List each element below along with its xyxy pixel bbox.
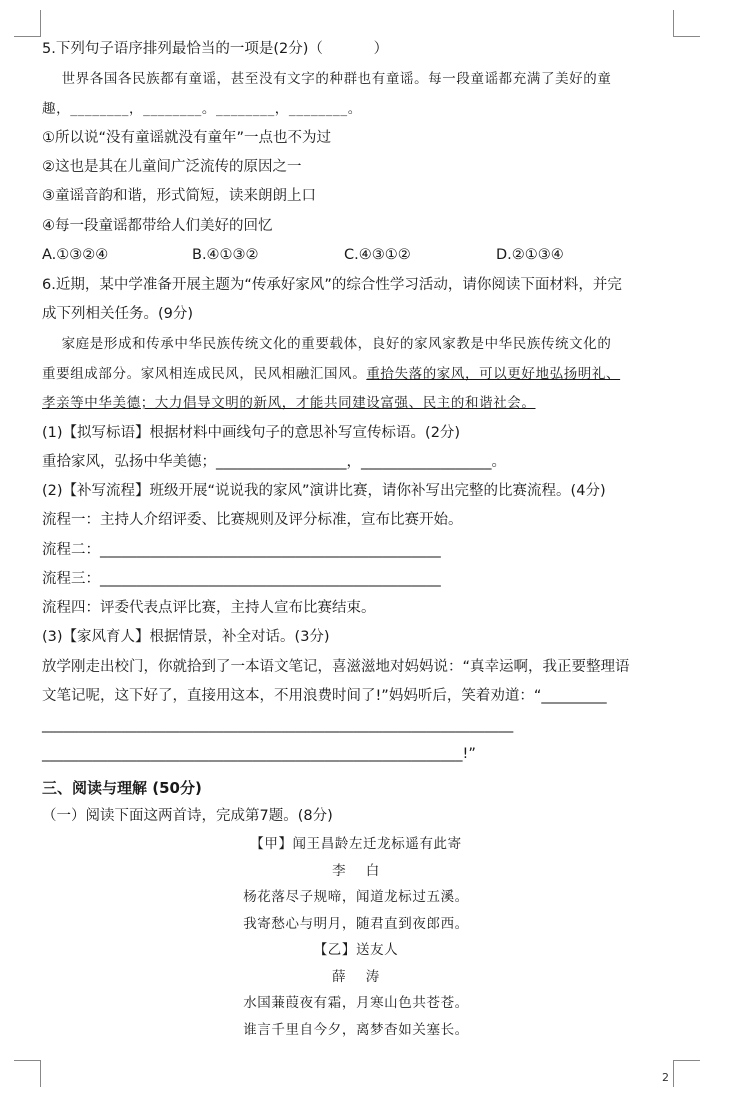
q6-sub2-title: (2)【补写流程】班级开展“说说我的家风”演讲比赛，请你补写出完整的比赛流程。(4分) [42, 483, 606, 499]
q5-title: 5.下列句子语序排列最恰当的一项是(2分)（ ） [42, 41, 389, 57]
poem-jia-line-1: 杨花落尽子规啼，闻道龙标过五溪。 [243, 889, 469, 905]
q6-flow-2: 流程二：_______________________________________________ [42, 542, 441, 558]
poem-jia-author: 李 白 [332, 863, 380, 879]
q6-material-line-1: 家庭是形成和传承中华民族传统文化的重要载体，良好的家风家教是中华民族传统文化的 [42, 336, 612, 352]
poem-jia-title: 【甲】闻王昌龄左迁龙标遥有此寄 [250, 836, 462, 852]
q5-option-c: C.④③①② [344, 247, 411, 263]
q5-option-a: A.①③②④ [42, 247, 109, 263]
page-number: 2 [662, 1071, 669, 1084]
q6-material-underlined-end: 孝亲等中华美德；大力倡导文明的新风，才能共同建设富强、民主的和谐社会。 [42, 395, 536, 411]
q6-material-plain: 重要组成部分。家风相连成民风，民风相融汇国风。 [42, 366, 367, 382]
crop-mark-bottom-right [673, 1060, 700, 1087]
q6-intro-line-2: 成下列相关任务。(9分) [42, 306, 194, 322]
q6-flow-4: 流程四：评委代表点评比赛，主持人宣布比赛结束。 [42, 600, 376, 616]
q6-intro-line-1: 6.近期，某中学准备开展主题为“传承好家风”的综合性学习活动，请你阅读下面材料，并完 [42, 277, 622, 293]
q5-sentence-3: ③童谣音韵和谐，形式简短，读来朗朗上口 [42, 188, 316, 204]
poem-yi-line-2: 谁言千里自今夕，离梦杳如关塞长。 [243, 1022, 469, 1038]
q6-flow-3: 流程三：_______________________________________________ [42, 571, 441, 587]
q6-sub3-blank-line-2: __________________________________________________________!” [42, 746, 476, 762]
q6-material-underlined-start: 重拾失落的家风，可以更好地弘扬明礼、 [366, 366, 621, 382]
section-3-heading: 三、阅读与理解 (50分) [42, 779, 202, 797]
poem-jia-line-2: 我寄愁心与明月，随君直到夜郎西。 [243, 916, 469, 932]
q6-sub3-line-2: 文笔记呢，这下好了，直接用这本，不用浪费时间了!”妈妈听后，笑着劝道：“_________ [42, 688, 607, 704]
q6-sub1-answer-line: 重拾家风，弘扬中华美德；__________________，__________________。 [42, 454, 506, 470]
q5-option-b: B.④①③② [192, 247, 259, 263]
q5-option-d: D.②①③④ [496, 247, 564, 263]
section-3-part-1: （一）阅读下面这两首诗，完成第7题。(8分) [42, 808, 333, 824]
poem-yi-author: 薛 涛 [332, 969, 380, 985]
q5-sentence-4: ④每一段童谣都带给人们美好的回忆 [42, 218, 273, 234]
q6-sub3-line-1: 放学刚走出校门，你就拾到了一本语文笔记，喜滋滋地对妈妈说：“真幸运啊，我正要整理语 [42, 659, 630, 675]
q5-sentence-1: ①所以说“没有童谣就没有童年”一点也不为过 [42, 130, 332, 146]
q5-passage-line-1: 世界各国各民族都有童谣，甚至没有文字的种群也有童谣。每一段童谣都充满了美好的童 [42, 71, 612, 87]
crop-mark-top-right [673, 10, 700, 37]
crop-mark-top-left [14, 10, 41, 37]
q6-sub3-title: (3)【家风育人】根据情景，补全对话。(3分) [42, 629, 330, 645]
q6-flow-1: 流程一：主持人介绍评委、比赛规则及评分标准，宣布比赛开始。 [42, 512, 463, 528]
q5-passage-line-2: 趣，________，________。________，________。 [42, 101, 362, 117]
q6-sub3-blank-line-1: _________________________________________________________________ [42, 717, 514, 733]
poem-yi-line-1: 水国蒹葭夜有霜，月寒山色共苍苍。 [243, 995, 469, 1011]
q6-sub1-title: (1)【拟写标语】根据材料中画线句子的意思补写宣传标语。(2分) [42, 425, 461, 441]
crop-mark-bottom-left [14, 1060, 41, 1087]
q5-sentence-2: ②这也是其在儿童间广泛流传的原因之一 [42, 159, 302, 175]
poem-yi-title: 【乙】送友人 [313, 942, 399, 958]
q6-material-line-2 [42, 364, 620, 384]
